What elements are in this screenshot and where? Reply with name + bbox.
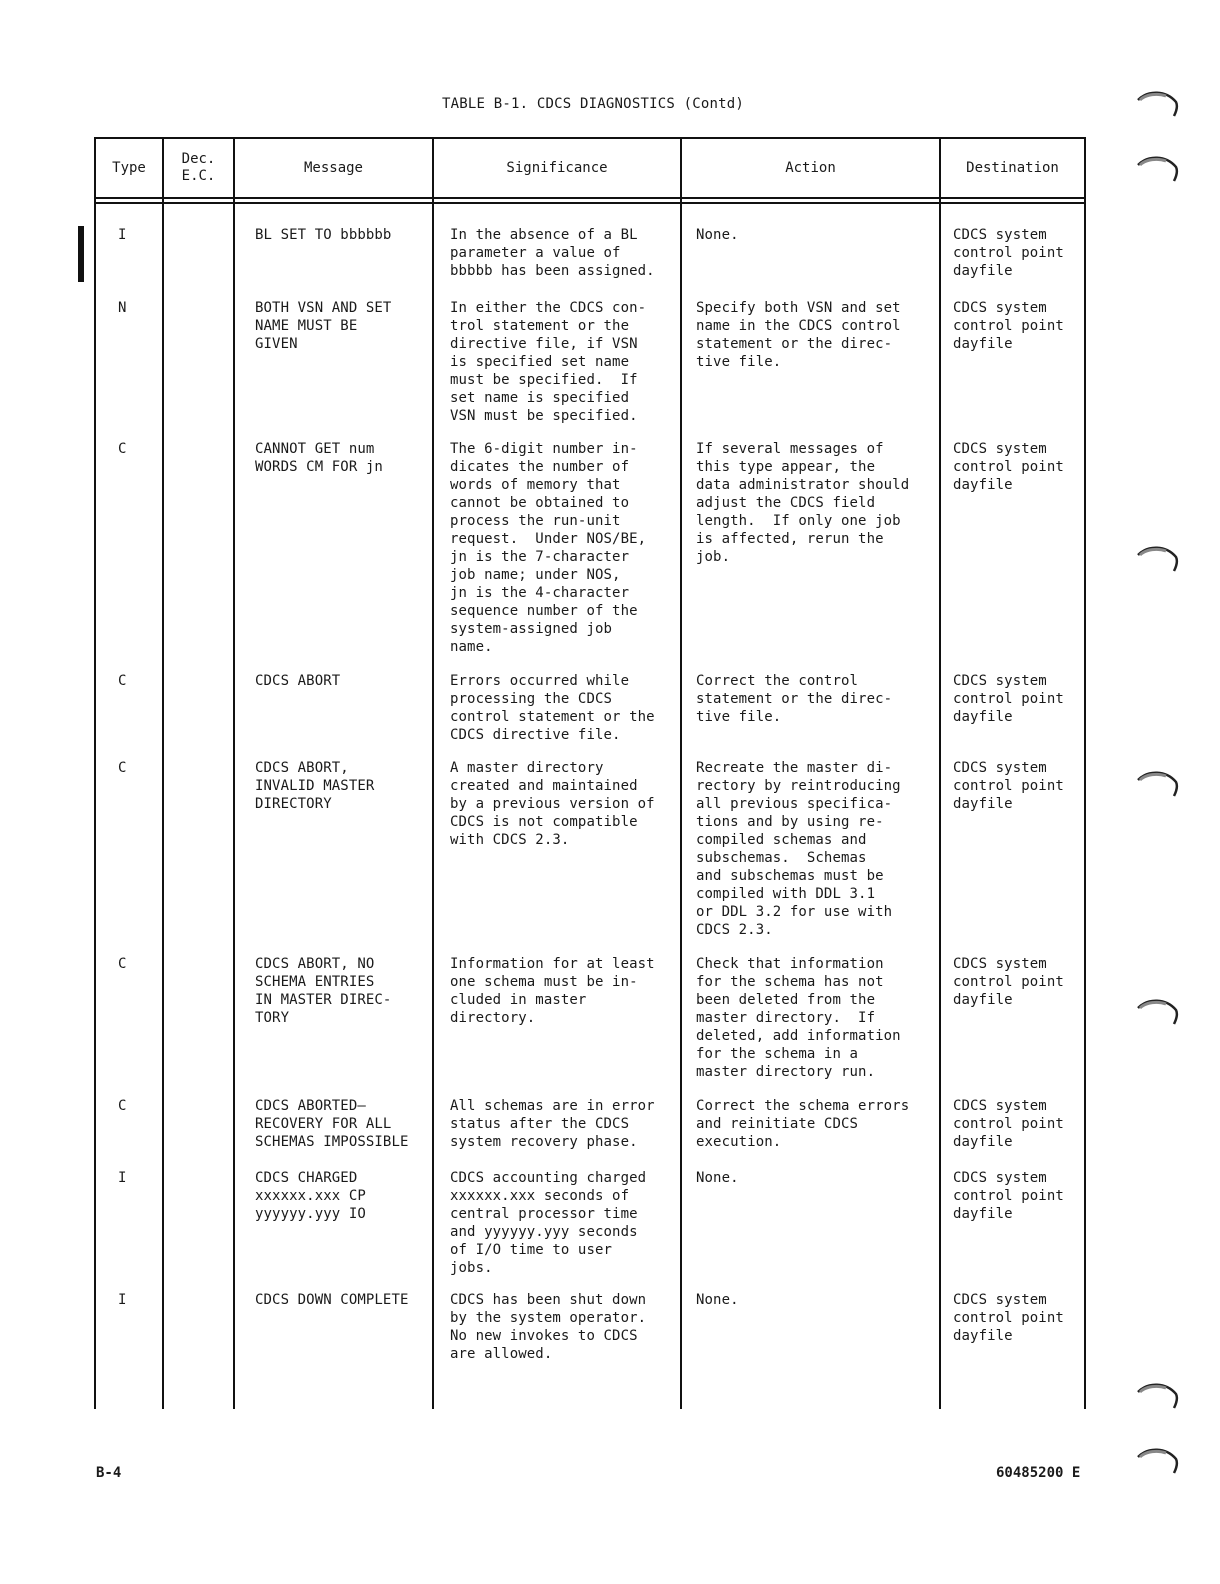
cell-significance: CDCS has been shut down by the system operator. No new invokes to CDCS are allowed. — [450, 1292, 647, 1362]
cell-type: C — [118, 1098, 127, 1114]
cell-message: CANNOT GET num WORDS CM FOR jn — [255, 441, 383, 475]
cell-action: Recreate the master di- rectory by reintroducing all previous specifica- tions and by using re- compiled schemas and subschemas. Schemas and subschemas must be compiled with DDL 3.1 or DDL 3.2 for use with CDCS 2.3. — [696, 760, 901, 938]
cell-significance: CDCS accounting charged xxxxxx.xxx seconds of central processor time and yyyyyy.yyy seconds of I/O time to user jobs. — [450, 1170, 647, 1276]
binder-hole-icon — [1136, 996, 1180, 1026]
cell-significance: All schemas are in error status after the CDCS system recovery phase. — [450, 1098, 655, 1150]
cell-significance: The 6-digit number in- dicates the number of words of memory that cannot be obtained to process the run-unit request. Under NOS/BE, jn is the 7-character job name; under NOS, jn is the 4-character sequence number of the system-assigned job name. — [450, 441, 647, 655]
header-dec-ec: Dec. E.C. — [181, 151, 216, 184]
header-action: Action — [785, 159, 836, 176]
cell-message: BL SET TO bbbbbb — [255, 227, 392, 243]
column-divider — [233, 139, 235, 1409]
cell-destination: CDCS system control point dayfile — [953, 300, 1064, 352]
cell-action: Correct the schema errors and reinitiate CDCS execution. — [696, 1098, 910, 1150]
document-number: 60485200 E — [996, 1465, 1081, 1481]
cell-action: If several messages of this type appear, the data administrator should adjust the CDCS field length. If only one job is affected, rerun the job. — [696, 441, 910, 565]
cell-message: CDCS ABORT, NO SCHEMA ENTRIES IN MASTER DIREC- TORY — [255, 956, 392, 1026]
header-type: Type — [112, 159, 146, 176]
cell-type: N — [118, 300, 127, 316]
cell-message: CDCS ABORT, INVALID MASTER DIRECTORY — [255, 760, 375, 812]
page-number: B-4 — [96, 1465, 122, 1481]
column-divider — [162, 139, 164, 1409]
header-rule — [96, 197, 1084, 199]
cell-type: I — [118, 1292, 127, 1308]
binder-hole-icon — [1136, 1445, 1180, 1475]
cell-action: None. — [696, 1170, 739, 1186]
header-destination: Destination — [966, 159, 1059, 176]
change-bar — [78, 226, 84, 282]
cell-message: BOTH VSN AND SET NAME MUST BE GIVEN — [255, 300, 392, 352]
diagnostics-table — [94, 137, 1086, 1409]
cell-significance: A master directory created and maintained by a previous version of CDCS is not compatible with CDCS 2.3. — [450, 760, 655, 848]
cell-destination: CDCS system control point dayfile — [953, 441, 1064, 493]
cell-destination: CDCS system control point dayfile — [953, 760, 1064, 812]
binder-hole-icon — [1136, 768, 1180, 798]
cell-action: Check that information for the schema has not been deleted from the master directory. If deleted, add information for the schema in a master directory run. — [696, 956, 901, 1080]
cell-message: CDCS ABORTED— RECOVERY FOR ALL SCHEMAS IMPOSSIBLE — [255, 1098, 409, 1150]
cell-action: Correct the control statement or the direc- tive file. — [696, 673, 893, 725]
column-divider — [939, 139, 941, 1409]
binder-hole-icon — [1136, 153, 1180, 183]
binder-hole-icon — [1136, 543, 1180, 573]
cell-action: None. — [696, 227, 739, 243]
header-rule — [96, 202, 1084, 204]
cell-destination: CDCS system control point dayfile — [953, 1098, 1064, 1150]
header-message: Message — [303, 159, 363, 176]
column-divider — [680, 139, 682, 1409]
cell-destination: CDCS system control point dayfile — [953, 227, 1064, 279]
binder-hole-icon — [1136, 1380, 1180, 1410]
cell-message: CDCS ABORT — [255, 673, 341, 689]
column-divider — [432, 139, 434, 1409]
binder-hole-icon — [1136, 88, 1180, 118]
table-title: TABLE B-1. CDCS DIAGNOSTICS (Contd) — [441, 96, 744, 112]
cell-significance: Information for at least one schema must be in- cluded in master directory. — [450, 956, 655, 1026]
cell-type: C — [118, 673, 127, 689]
cell-message: CDCS DOWN COMPLETE — [255, 1292, 409, 1308]
cell-type: C — [118, 441, 127, 457]
header-significance: Significance — [506, 159, 608, 176]
cell-type: C — [118, 956, 127, 972]
cell-type: C — [118, 760, 127, 776]
cell-destination: CDCS system control point dayfile — [953, 956, 1064, 1008]
cell-type: I — [118, 227, 127, 243]
cell-significance: In the absence of a BL parameter a value of bbbbb has been assigned. — [450, 227, 655, 279]
cell-message: CDCS CHARGED xxxxxx.xxx CP yyyyyy.yyy IO — [255, 1170, 366, 1222]
cell-action: Specify both VSN and set name in the CDCS control statement or the direc- tive file. — [696, 300, 901, 370]
cell-action: None. — [696, 1292, 739, 1308]
cell-destination: CDCS system control point dayfile — [953, 673, 1064, 725]
cell-type: I — [118, 1170, 127, 1186]
cell-significance: Errors occurred while processing the CDCS control statement or the CDCS directive file. — [450, 673, 655, 743]
cell-destination: CDCS system control point dayfile — [953, 1170, 1064, 1222]
cell-destination: CDCS system control point dayfile — [953, 1292, 1064, 1344]
cell-significance: In either the CDCS con- trol statement or the directive file, if VSN is specified set name must be specified. If set name is specified VSN must be specified. — [450, 300, 647, 424]
